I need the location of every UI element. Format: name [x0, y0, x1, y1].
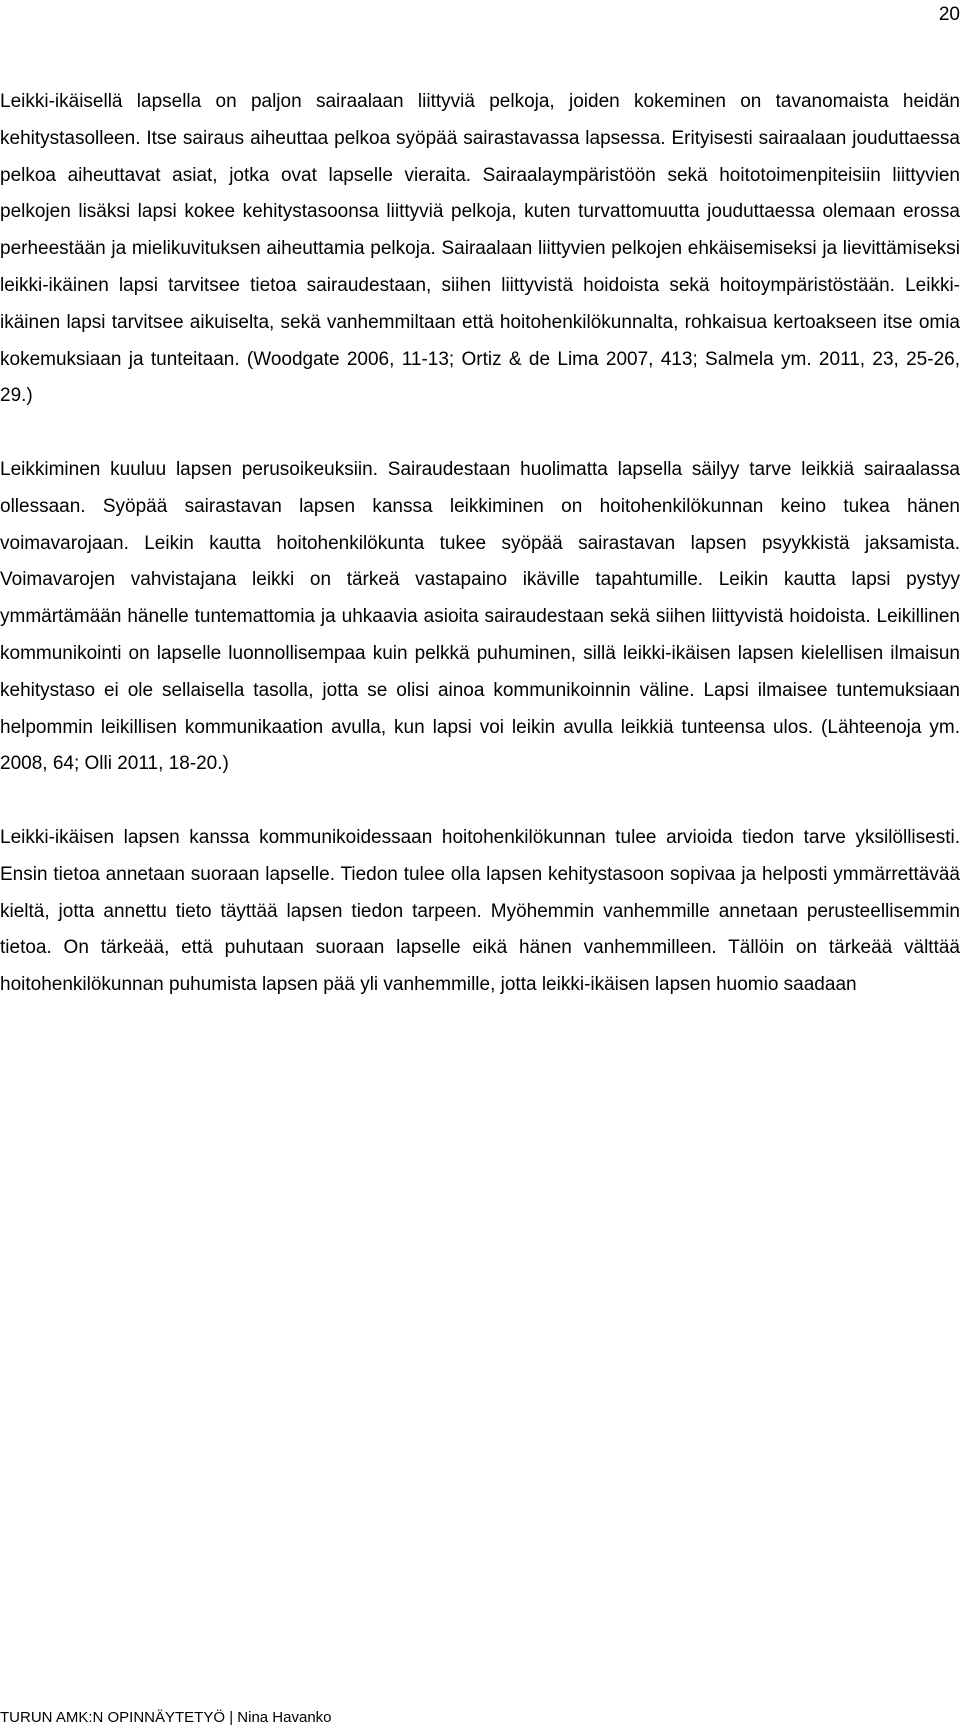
footer-institution: TURUN AMK:N OPINNÄYTETYÖ	[0, 1709, 226, 1726]
paragraph-1: Leikki-ikäisellä lapsella on paljon sairaalaan liittyviä pelkoja, joiden kokeminen on tavanomaista heidän kehitystasolleen. Itse sairaus aiheuttaa pelkoa syöpää sairastavassa lapsessa. Erityisesti sairaalaan jouduttaessa pelkoa aiheuttavat asiat, jotka ovat lapselle vieraita. Sairaalaympäristöön sekä hoitotoimenpiteisiin liittyvien pelkojen lisäksi lapsi kokee kehitystasoonsa liittyviä pelkoja, kuten turvattomuutta jouduttaessa olemaan erossa perheestään ja mielikuvituksen aiheuttamia pelkoja. Sairaalaan liittyvien pelkojen ehkäisemiseksi ja lievittämiseksi leikki-ikäinen lapsi tarvitsee tietoa sairaudestaan, siihen liittyvistä hoidoista sekä hoitoympäristöstään. Leikki-ikäinen lapsi tarvitsee aikuiselta, sekä vanhemmiltaan että hoitohenkilökunnalta, rohkaisua kertoakseen itse omia kokemuksiaan ja tunteitaan. (Woodgate 2006, 11-13; Ortiz & de Lima 2007, 413; Salmela ym. 2011, 23, 25-26, 29.)	[0, 91, 960, 407]
page-footer	[0, 1708, 332, 1728]
body-text	[0, 84, 960, 1004]
paragraph-3: Leikki-ikäisen lapsen kanssa kommunikoidessaan hoitohenkilökunnan tulee arvioida tiedon tarve yksilöllisesti. Ensin tietoa annetaan suoraan lapselle. Tiedon tulee olla lapsen kehitystasoon sopivaa ja helposti ymmärrettävää kieltä, jotta annettu tieto täyttää lapsen tiedon tarpeen. Myöhemmin vanhemmille annetaan perusteellisemmin tietoa. On tärkeää, että puhutaan suoraan lapselle eikä hänen vanhemmilleen. Tällöin on tärkeää välttää hoitohenkilökunnan puhumista lapsen pää yli vanhemmille, jotta leikki-ikäisen lapsen huomio saadaan	[0, 826, 960, 996]
paragraph-2: Leikkiminen kuuluu lapsen perusoikeuksiin. Sairaudestaan huolimatta lapsella säilyy tarve leikkiä sairaalassa ollessaan. Syöpää sairastavan lapsen kanssa leikkiminen on hoitohenkilökunnan keino tukea hänen voimavarojaan. Leikin kautta hoitohenkilökunta tukee syöpää sairastavan lapsen psyykkistä jaksamista. Voimavarojen vahvistajana leikki on tärkeä vastapaino ikäville tapahtumille. Leikin kautta lapsi pystyy ymmärtämään hänelle tuntemattomia ja uhkaavia asioita sairaudestaan sekä siihen liittyvistä hoidoista. Leikillinen kommunikointi on lapselle luonnollisempaa kuin pelkkä puhuminen, sillä leikki-ikäisen lapsen kielellisen ilmaisun kehitystaso ei ole sellaisella tasolla, jotta se olisi ainoa kommunikoinnin väline. Lapsi ilmaisee tuntemuksiaan helpommin leikillisen kommunikaation avulla, kun lapsi voi leikin avulla leikkiä tunteensa ulos. (Lähteenoja ym. 2008, 64; Olli 2011, 18-20.)	[0, 458, 960, 775]
footer-separator: |	[229, 1709, 234, 1726]
page-number: 20	[938, 4, 960, 25]
footer-author: Nina Havanko	[237, 1709, 332, 1726]
